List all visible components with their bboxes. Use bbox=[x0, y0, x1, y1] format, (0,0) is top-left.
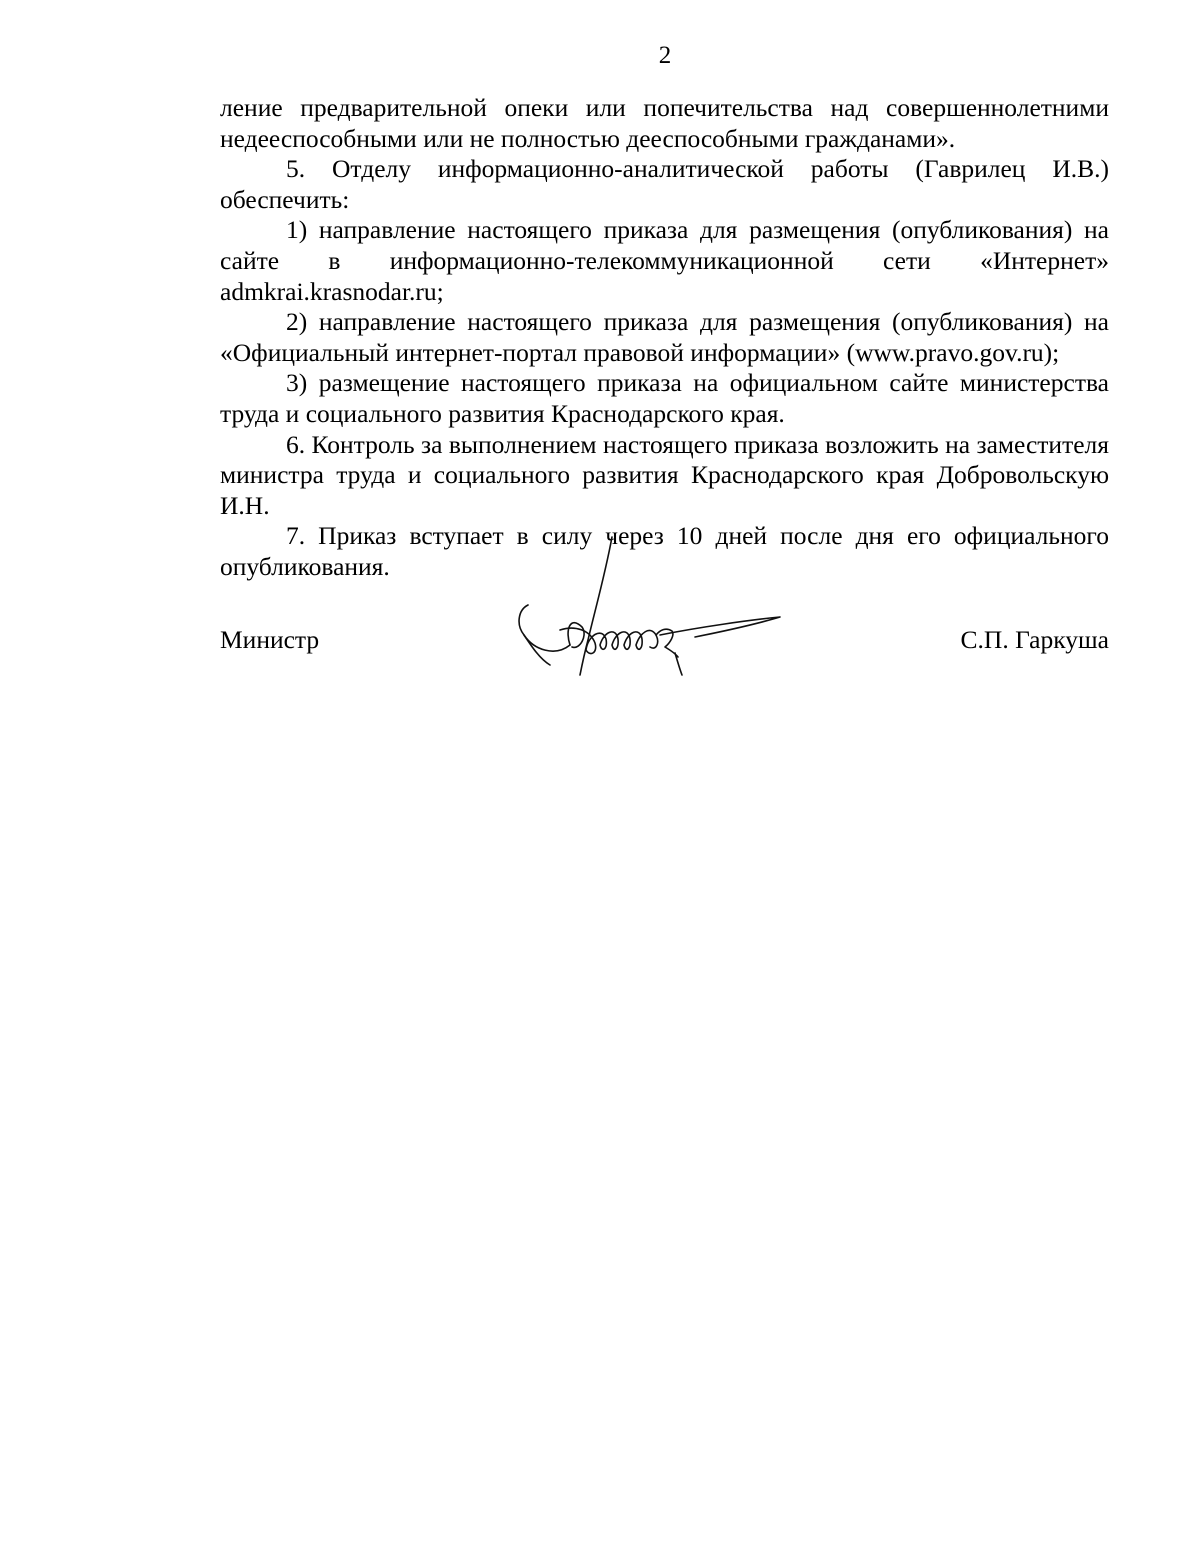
signatory-name: С.П. Гаркуша bbox=[960, 625, 1109, 654]
paragraph-subitem-3: 3) размещение настоящего приказа на официальном сайте министерства труда и социального развития Краснодарского края. bbox=[220, 368, 1109, 428]
paragraph-continuation: ление предварительной опеки или попечительства над совершеннолетними недееспособными или не полностью дееспособными гражданами». bbox=[220, 93, 1109, 153]
paragraph-item-5: 5. Отделу информационно-аналитической работы (Гаврилец И.В.) обеспечить: bbox=[220, 154, 1109, 214]
paragraph-subitem-1: 1) направление настоящего приказа для размещения (опубликования) на сайте в информационно-телекоммуникационной сети «Интернет» bbox=[220, 215, 1109, 275]
paragraph-item-6: 6. Контроль за выполнением настоящего приказа возложить на заместителя министра труда и социального развития Краснодарского края Добровольскую И.Н. bbox=[220, 429, 1109, 520]
page-number: 2 bbox=[658, 42, 672, 69]
signatory-title: Министр bbox=[220, 625, 320, 654]
document-body bbox=[220, 93, 1109, 583]
signature-block bbox=[220, 620, 1109, 670]
paragraph-item-7: 7. Приказ вступает в силу через 10 дней после дня его официального опубликования. bbox=[220, 521, 1109, 581]
paragraph-subitem-1-link: admkrai.krasnodar.ru; bbox=[220, 276, 444, 306]
paragraph-subitem-2: 2) направление настоящего приказа для размещения (опубликования) на «Официальный интернет-портал правовой информации» (www.pravo.gov.ru); bbox=[220, 307, 1109, 367]
